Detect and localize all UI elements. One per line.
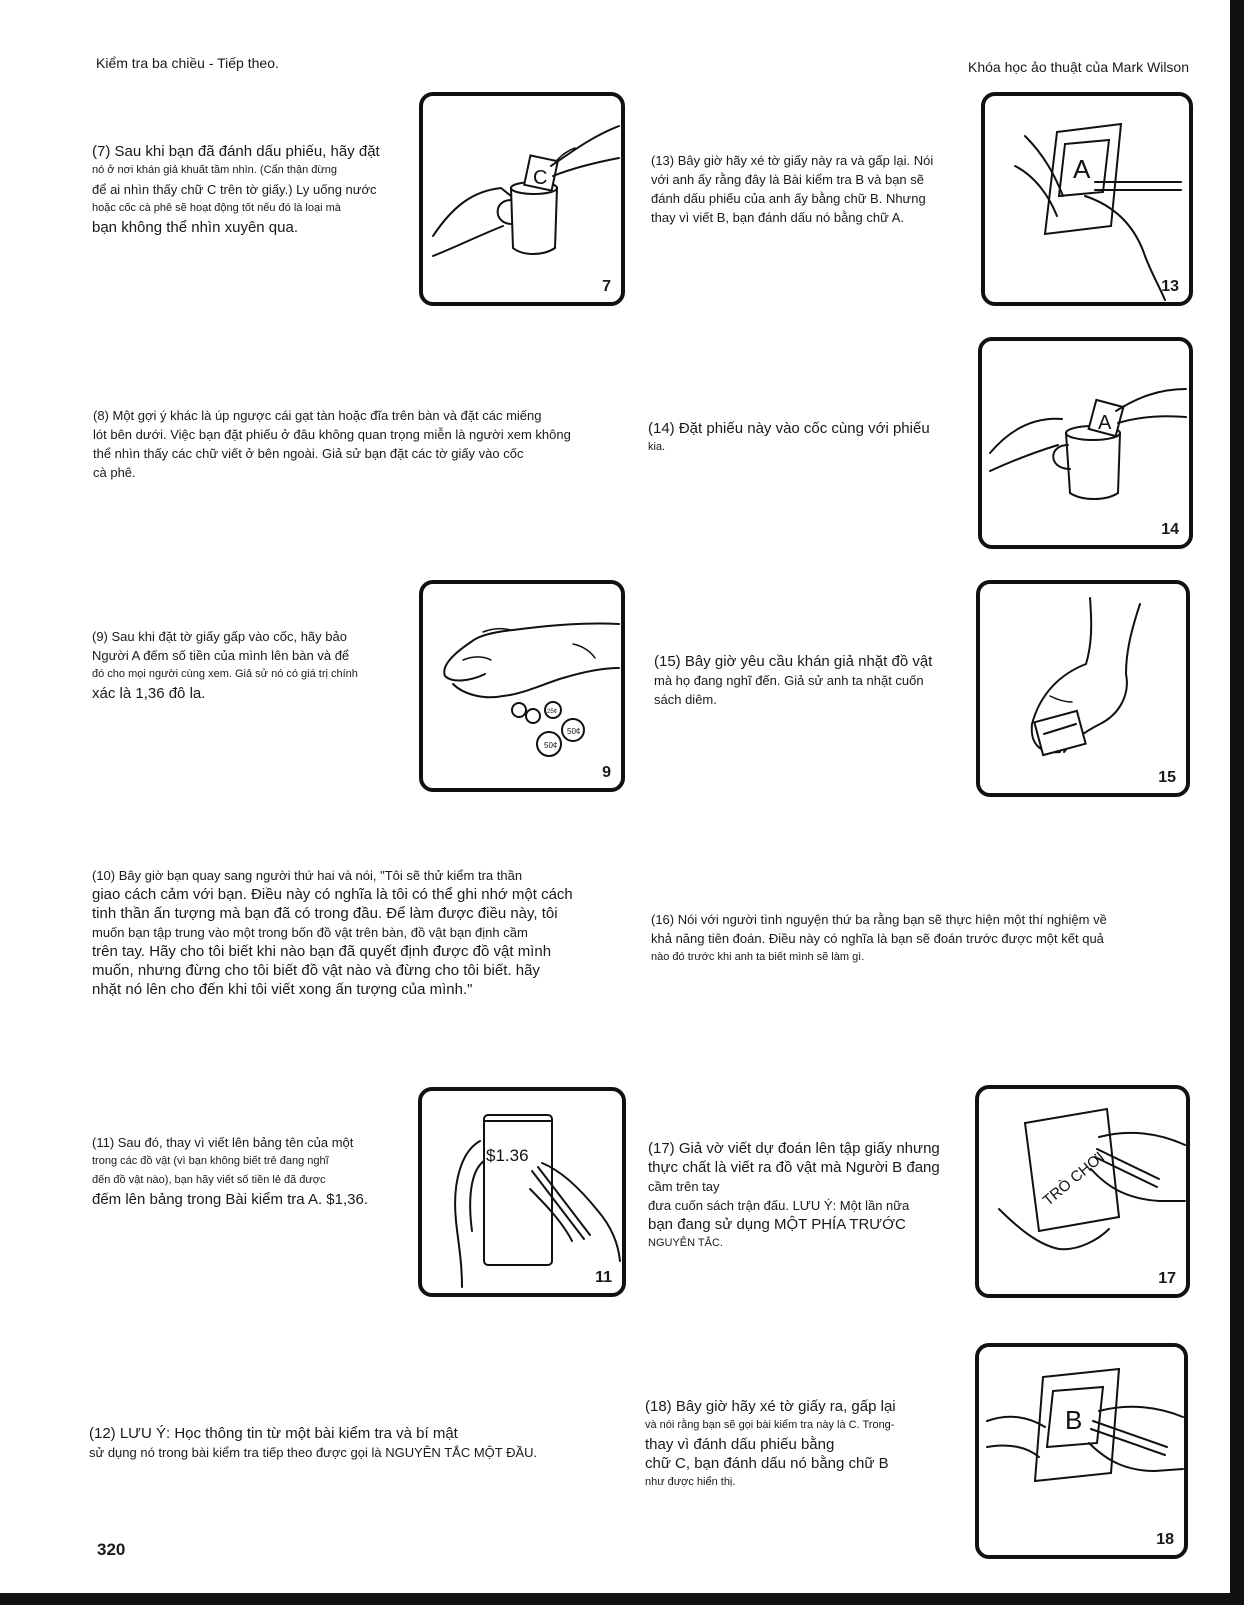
- text-line: bạn không thể nhìn xuyên qua.: [92, 219, 299, 236]
- scan-edge-right: [1230, 0, 1244, 1605]
- hand-cup-icon: [423, 96, 621, 302]
- text-line: tinh thần ấn tượng mà bạn đã có trong đầu. Để làm được điều này, tôi: [92, 905, 558, 922]
- text-line: trên tay. Hãy cho tôi biết khi nào bạn đã quyết định được đồ vật mình: [92, 943, 552, 960]
- step-7-text: [92, 142, 380, 237]
- text-line: (10) Bây giờ bạn quay sang người thứ hai và nói, "Tôi sẽ thử kiểm tra thần: [92, 868, 523, 883]
- text-line: bạn đang sử dụng MỘT PHÍA TRƯỚC: [648, 1216, 906, 1233]
- text-line: (16) Nói với người tình nguyện thứ ba rằng bạn sẽ thực hiện một thí nghiệm về: [651, 912, 1107, 927]
- svg-text:50¢: 50¢: [544, 741, 558, 750]
- text-line: nhặt nó lên cho đến khi tôi viết xong ấn tượng của mình.": [92, 981, 473, 998]
- text-line: thực chất là viết ra đồ vật mà Người B đang: [648, 1159, 940, 1176]
- writing-pad-icon: [979, 1347, 1184, 1555]
- text-line: kia.: [648, 441, 666, 453]
- hand-cup-icon: [982, 341, 1189, 545]
- svg-text:C: C: [533, 167, 548, 189]
- header-right: Khóa học ảo thuật của Mark Wilson: [968, 59, 1190, 75]
- illustration-panel-18: [975, 1343, 1188, 1559]
- step-16-text: [651, 910, 1107, 967]
- illustration-panel-11: [418, 1087, 626, 1297]
- text-line: và nói rằng bạn sẽ gọi bài kiểm tra này là C. Trong-: [645, 1419, 895, 1431]
- text-line: trong các đồ vật (vì bạn không biết trẻ đang nghĩ: [92, 1155, 329, 1167]
- text-line: (9) Sau khi đặt tờ giấy gấp vào cốc, hãy bảo: [92, 629, 347, 644]
- writing-pad-icon: [985, 96, 1189, 302]
- text-line: sử dụng nó trong bài kiểm tra tiếp theo được gọi là NGUYÊN TẮC MỘT ĐẦU.: [89, 1445, 538, 1460]
- panel-number-11: 11: [595, 1269, 612, 1286]
- text-line: (14) Đặt phiếu này vào cốc cùng với phiếu: [648, 420, 930, 437]
- hand-coins-icon: [423, 584, 621, 788]
- hand-matchbook-icon: [980, 584, 1186, 793]
- svg-text:TRÒ CHƠI: TRÒ CHƠI: [1039, 1148, 1108, 1210]
- text-line: giao cách cảm với bạn. Điều này có nghĩa là tôi có thể ghi nhớ một cách: [92, 886, 573, 903]
- text-line: với anh ấy rằng đây là Bài kiểm tra B và bạn sẽ: [651, 172, 924, 187]
- panel-number-14: 14: [1161, 521, 1179, 538]
- panel-number-15: 15: [1158, 769, 1176, 786]
- text-line: đếm lên bảng trong Bài kiểm tra A. $1,36.: [92, 1191, 368, 1208]
- scan-edge-bottom: [0, 1593, 1244, 1605]
- svg-text:A: A: [1073, 154, 1091, 184]
- text-line: thay vì viết B, bạn đánh dấu nó bằng chữ A.: [651, 210, 904, 225]
- svg-text:$1.36: $1.36: [486, 1146, 529, 1165]
- text-line: nào đó trước khi anh ta biết mình sẽ làm gì.: [651, 951, 865, 963]
- text-line: (11) Sau đó, thay vì viết lên bảng tên của một: [92, 1135, 354, 1150]
- text-line: thay vì đánh dấu phiếu bằng: [645, 1436, 835, 1453]
- text-line: cầm trên tay: [648, 1179, 720, 1194]
- text-line: như được hiển thị.: [645, 1476, 736, 1488]
- step-18-text: [645, 1397, 896, 1492]
- text-line: (15) Bây giờ yêu cầu khán giả nhặt đồ vật: [654, 653, 933, 670]
- illustration-panel-15: [976, 580, 1190, 797]
- writing-pad-icon: [979, 1089, 1186, 1294]
- step-15-text: [654, 652, 932, 709]
- text-line: sách diêm.: [654, 692, 717, 707]
- text-line: (18) Bây giờ hãy xé tờ giấy ra, gấp lại: [645, 1398, 896, 1415]
- text-line: nó ở nơi khán giả khuất tầm nhìn. (Cẩn thận đừng: [92, 164, 337, 176]
- text-line: Người A đếm số tiền của mình lên bàn và để: [92, 648, 350, 663]
- illustration-panel-7: [419, 92, 625, 306]
- text-line: đó cho mọi người cùng xem. Giả sử nó có giá trị chính: [92, 668, 358, 680]
- panel-number-17: 17: [1158, 1270, 1176, 1287]
- text-line: mà họ đang nghĩ đến. Giả sử anh ta nhặt cuốn: [654, 673, 924, 688]
- text-line: muốn, nhưng đừng cho tôi biết đồ vật nào và đừng cho tôi biết. hãy: [92, 962, 540, 979]
- text-line: chữ C, bạn đánh dấu nó bằng chữ B: [645, 1455, 889, 1472]
- text-line: (7) Sau khi bạn đã đánh dấu phiếu, hãy đặt: [92, 143, 380, 160]
- step-14-text: [648, 419, 930, 457]
- illustration-panel-9: [419, 580, 625, 792]
- panel-number-13: 13: [1161, 278, 1179, 295]
- illustration-panel-17: [975, 1085, 1190, 1298]
- writing-pad-icon: [422, 1091, 622, 1293]
- svg-text:50¢: 50¢: [567, 727, 581, 736]
- text-line: (13) Bây giờ hãy xé tờ giấy này ra và gấp lại. Nói: [651, 153, 934, 168]
- svg-text:B: B: [1065, 1405, 1083, 1435]
- step-17-text: [648, 1139, 940, 1253]
- text-line: đánh dấu phiếu của anh ấy bằng chữ B. Nhưng: [651, 191, 926, 206]
- text-line: lót bên dưới. Việc bạn đặt phiếu ở đâu không quan trọng miễn là người xem không: [93, 427, 571, 442]
- illustration-panel-13: [981, 92, 1193, 306]
- svg-text:A: A: [1098, 412, 1112, 434]
- text-line: muốn bạn tập trung vào một trong bốn đồ vật trên bàn, đồ vật bạn định cầm: [92, 925, 528, 940]
- text-line: (12) LƯU Ý: Học thông tin từ một bài kiểm tra và bí mật: [89, 1425, 458, 1442]
- text-line: (8) Một gợi ý khác là úp ngược cái gạt tàn hoặc đĩa trên bàn và đặt các miếng: [93, 408, 542, 423]
- step-12-text: [89, 1424, 537, 1462]
- panel-number-9: 9: [602, 764, 611, 781]
- illustration-panel-14: [978, 337, 1193, 549]
- text-line: (17) Giả vờ viết dự đoán lên tập giấy nhưng: [648, 1140, 940, 1157]
- text-line: xác là 1,36 đô la.: [92, 685, 206, 702]
- step-9-text: [92, 627, 358, 703]
- step-11-text: [92, 1133, 368, 1209]
- text-line: đưa cuốn sách trận đấu. LƯU Ý: Một lần nữa: [648, 1198, 910, 1213]
- header-left: Kiểm tra ba chiều - Tiếp theo.: [96, 55, 279, 71]
- text-line: NGUYÊN TẮC.: [648, 1237, 723, 1249]
- panel-number-18: 18: [1156, 1531, 1174, 1548]
- text-line: thể nhìn thấy các chữ viết ở bên ngoài. Giả sử bạn đặt các tờ giấy vào cốc: [93, 446, 524, 461]
- panel-number-7: 7: [602, 278, 611, 295]
- step-10-text: [92, 866, 573, 999]
- page-number: 320: [97, 1540, 126, 1559]
- step-13-text: [651, 151, 933, 227]
- text-line: cà phê.: [93, 465, 136, 480]
- text-line: đến đồ vật nào), bạn hãy viết số tiền lẻ đã được: [92, 1174, 326, 1186]
- svg-text:25¢: 25¢: [547, 709, 558, 715]
- text-line: để ai nhìn thấy chữ C trên tờ giấy.) Ly uống nước: [92, 182, 377, 197]
- step-8-text: [93, 406, 571, 482]
- text-line: hoặc cốc cà phê sẽ hoạt động tốt nếu đó là loại mà: [92, 202, 341, 214]
- text-line: khả năng tiên đoán. Điều này có nghĩa là bạn sẽ đoán trước được một kết quả: [651, 931, 1104, 946]
